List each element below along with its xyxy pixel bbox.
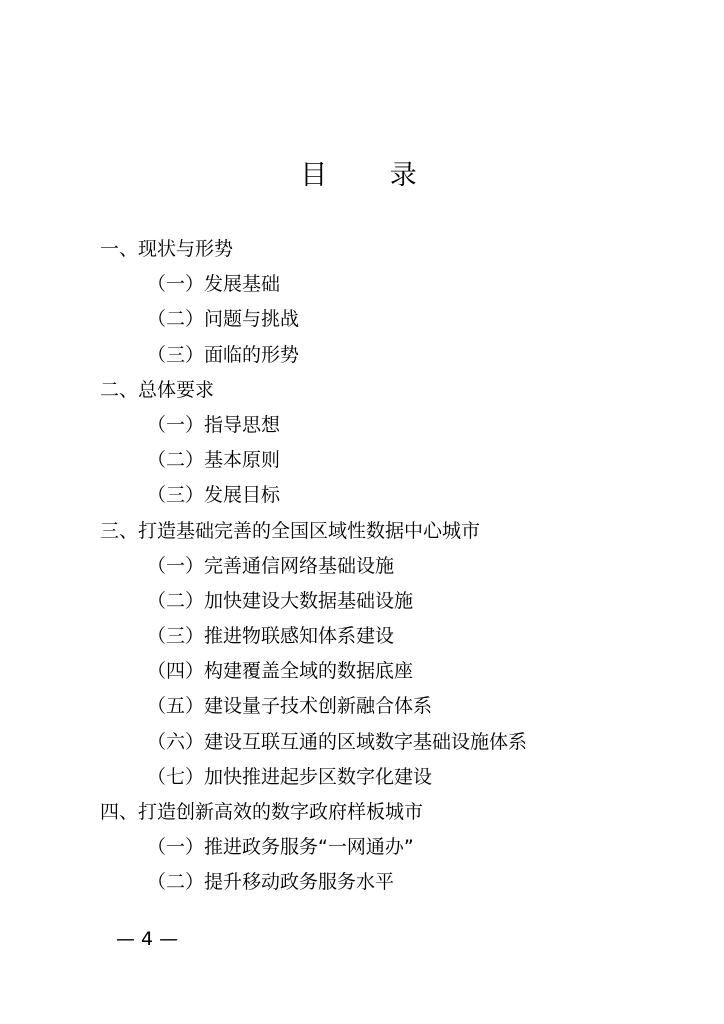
toc-list [100, 232, 700, 901]
toc-subsection-item: （三）面临的形势 [147, 343, 300, 366]
toc-subsection-item: （二）问题与挑战 [147, 308, 300, 331]
toc-section-heading: 一、现状与形势 [100, 238, 234, 260]
toc-section-heading: 三、打造基础完善的全国区域性数据中心城市 [100, 519, 481, 542]
toc-title: 目 录 [300, 160, 444, 191]
toc-subsection-item: （四）构建覆盖全域的数据底座 [147, 660, 414, 683]
toc-subsection-item: （二）加快建设大数据基础设施 [147, 589, 414, 612]
toc-section-heading: 二、总体要求 [100, 378, 215, 401]
toc-subsection-item: （一）推进政务服务“一网通办” [147, 836, 414, 859]
toc-subsection-item: （二）提升移动政务服务水平 [147, 871, 395, 894]
toc-subsection-item: （三）推进物联感知体系建设 [147, 625, 395, 648]
toc-subsection-item: （一）完善通信网络基础设施 [147, 554, 395, 577]
toc-subsection-item: （六）建设互联互通的区域数字基础设施体系 [147, 730, 528, 753]
toc-subsection-item: （七）加快推进起步区数字化建设 [147, 765, 433, 788]
toc-section-heading: 四、打造创新高效的数字政府样板城市 [100, 801, 424, 823]
toc-subsection-item: （五）建设量子技术创新融合体系 [147, 695, 433, 718]
page-number: — 4 — [116, 928, 179, 950]
toc-subsection-item: （三）发展目标 [147, 484, 281, 507]
toc-subsection-item: （一）指导思想 [147, 413, 281, 436]
toc-subsection-item: （二）基本原则 [147, 449, 281, 472]
toc-subsection-item: （一）发展基础 [147, 273, 281, 296]
